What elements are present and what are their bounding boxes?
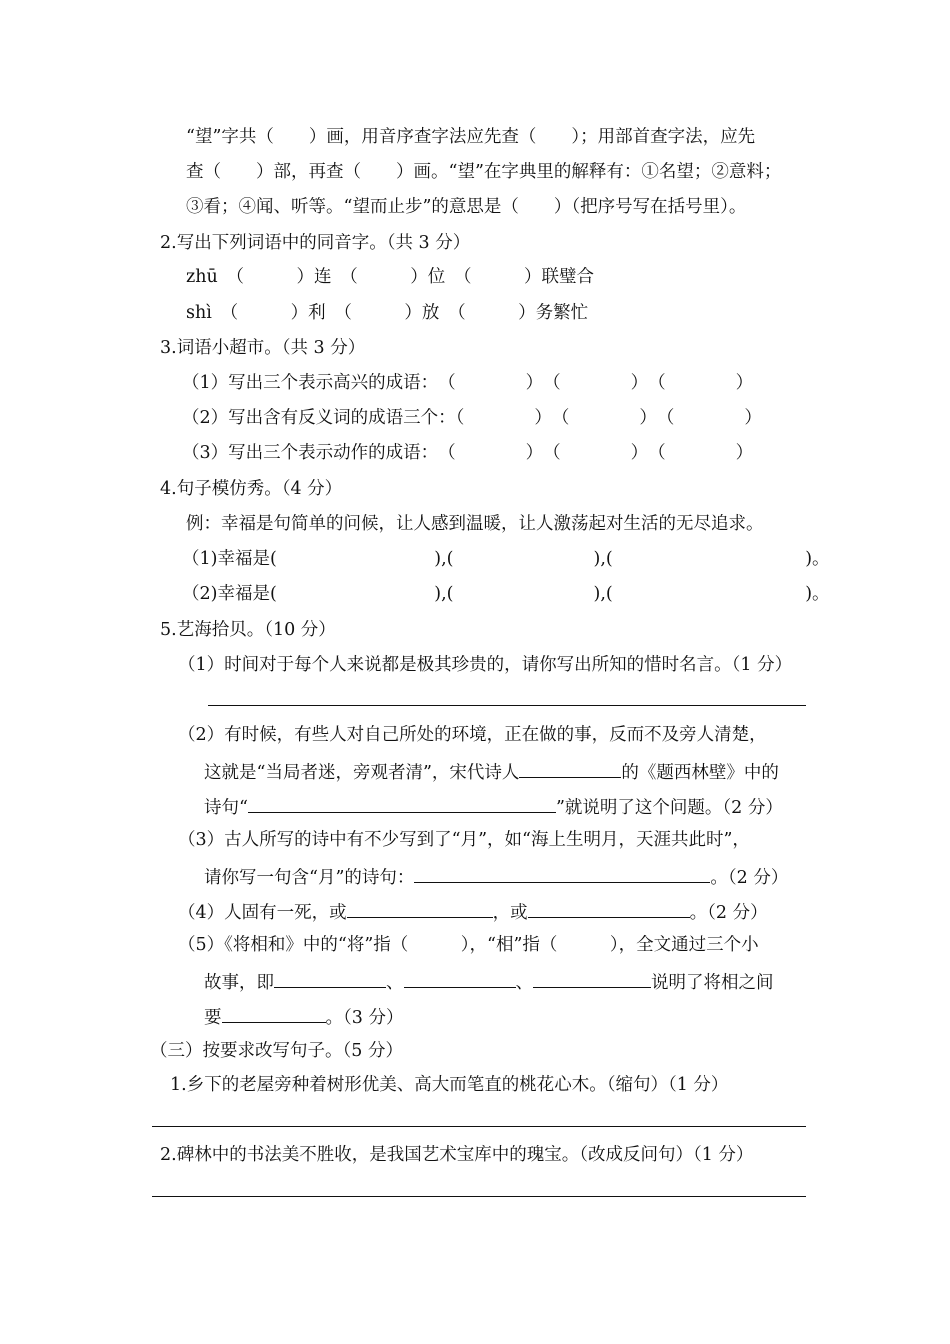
- section-3-item-1: 1.乡下的老屋旁种着树形优美、高大而笔直的桃花心木。（缩句）（1 分）: [170, 1075, 729, 1095]
- q2-row-shi: shì （ ）利 （ ）放 （ ）务繁忙: [186, 303, 589, 323]
- relation-blank[interactable]: [222, 1004, 326, 1023]
- q5-sub-5-line-3: [204, 1004, 403, 1029]
- death-blank-1[interactable]: [347, 899, 493, 918]
- q4-item-1: （1)幸福是( ),( ),( )。: [182, 549, 830, 569]
- q5-sub-5-sep-1: 、: [386, 973, 404, 993]
- q5-sub-4: [178, 899, 768, 924]
- story-blank-1[interactable]: [274, 969, 386, 988]
- q5-sub-2-text-d: ”就说明了这个问题。（2 分）: [555, 798, 783, 818]
- q4-title: 4.句子模仿秀。（4 分）: [160, 479, 343, 499]
- q5-sub-4-text-c: 。（2 分）: [689, 903, 768, 923]
- q4-example: 例：幸福是句简单的问候，让人感到温暖，让人激荡起对生活的无尽追求。: [186, 514, 764, 534]
- q5-sub-3-text-b: 。（2 分）: [710, 868, 789, 888]
- q2-row-zhu: zhū （ ）连 （ ）位 （ ）联璧合: [186, 267, 595, 287]
- q5-sub-5-line-2: [204, 969, 774, 994]
- q5-sub-2-text-b: 的《题西林壁》中的: [621, 763, 779, 783]
- poet-blank[interactable]: [519, 759, 621, 778]
- section-3-item-2: 2.碑林中的书法美不胜收，是我国艺术宝库中的瑰宝。（改成反问句）（1 分）: [160, 1145, 754, 1165]
- q5-sub-1-answer-line[interactable]: [208, 705, 806, 706]
- poem-line-blank[interactable]: [248, 794, 556, 813]
- story-blank-3[interactable]: [533, 969, 651, 988]
- q5-sub-3-line-2: [204, 864, 788, 889]
- q5-sub-4-text-a: （4）人固有一死，或: [178, 903, 347, 923]
- q5-sub-3-text-a: 请你写一句含“月”的诗句：: [204, 868, 415, 888]
- q1-line-3: ③看；④闻、听等。“望而止步”的意思是（ ）（把序号写在括号里）。: [186, 197, 747, 217]
- q5-sub-5-text-c: 要: [204, 1008, 222, 1028]
- q5-sub-5-line-1: （5）《将相和》中的“将”指（ ），“相”指（ ），全文通过三个小: [178, 935, 759, 955]
- q5-sub-2-line-1: （2）有时候，有些人对自己所处的环境，正在做的事，反而不及旁人清楚，: [178, 725, 767, 745]
- section-3-item-2-answer-line[interactable]: [152, 1196, 806, 1197]
- q5-sub-2-line-2: [204, 759, 779, 784]
- q5-sub-5-text-d: 。（3 分）: [325, 1008, 404, 1028]
- q3-item-1: （1）写出三个表示高兴的成语： （ ） （ ） （ ）: [182, 373, 754, 393]
- q5-title: 5.艺海拾贝。（10 分）: [160, 620, 336, 640]
- q3-item-3: （3）写出三个表示动作的成语： （ ） （ ） （ ）: [182, 443, 754, 463]
- section-3-item-1-answer-line[interactable]: [152, 1126, 806, 1127]
- death-blank-2[interactable]: [528, 899, 690, 918]
- q4-item-2: （2)幸福是( ),( ),( )。: [182, 584, 830, 604]
- q5-sub-1: （1）时间对于每个人来说都是极其珍贵的，请你写出所知的惜时名言。（1 分）: [178, 655, 793, 675]
- q1-line-1: “望”字共（ ）画，用音序查字法应先查（ ）；用部首查字法，应先: [186, 127, 756, 147]
- moon-poem-blank[interactable]: [414, 864, 710, 883]
- q5-sub-2-line-3: [204, 794, 783, 819]
- q5-sub-4-text-b: ，或: [492, 903, 528, 923]
- q3-item-2: （2）写出含有反义词的成语三个：（ ） （ ） （ ）: [182, 408, 762, 428]
- q5-sub-5-sep-2: 、: [515, 973, 533, 993]
- q5-sub-5-text-a: 故事，即: [204, 973, 274, 993]
- q5-sub-2-text-a: 这就是“当局者迷，旁观者清”，宋代诗人: [204, 763, 520, 783]
- q5-sub-5-text-b: 说明了将相之间: [651, 973, 774, 993]
- q3-title: 3.词语小超市。（共 3 分）: [160, 338, 366, 358]
- q5-sub-3-line-1: （3）古人所写的诗中有不少写到了“月”，如“海上生明月，天涯共此时”，: [178, 830, 750, 850]
- section-3-title: （三）按要求改写句子。（5 分）: [150, 1041, 403, 1061]
- q5-sub-2-text-c: 诗句“: [204, 798, 248, 818]
- story-blank-2[interactable]: [404, 969, 516, 988]
- q1-line-2: 查（ ）部，再查（ ）画。“望”在字典里的解释有：①名望；②意料；: [186, 162, 782, 182]
- q2-title: 2.写出下列词语中的同音字。（共 3 分）: [160, 233, 471, 253]
